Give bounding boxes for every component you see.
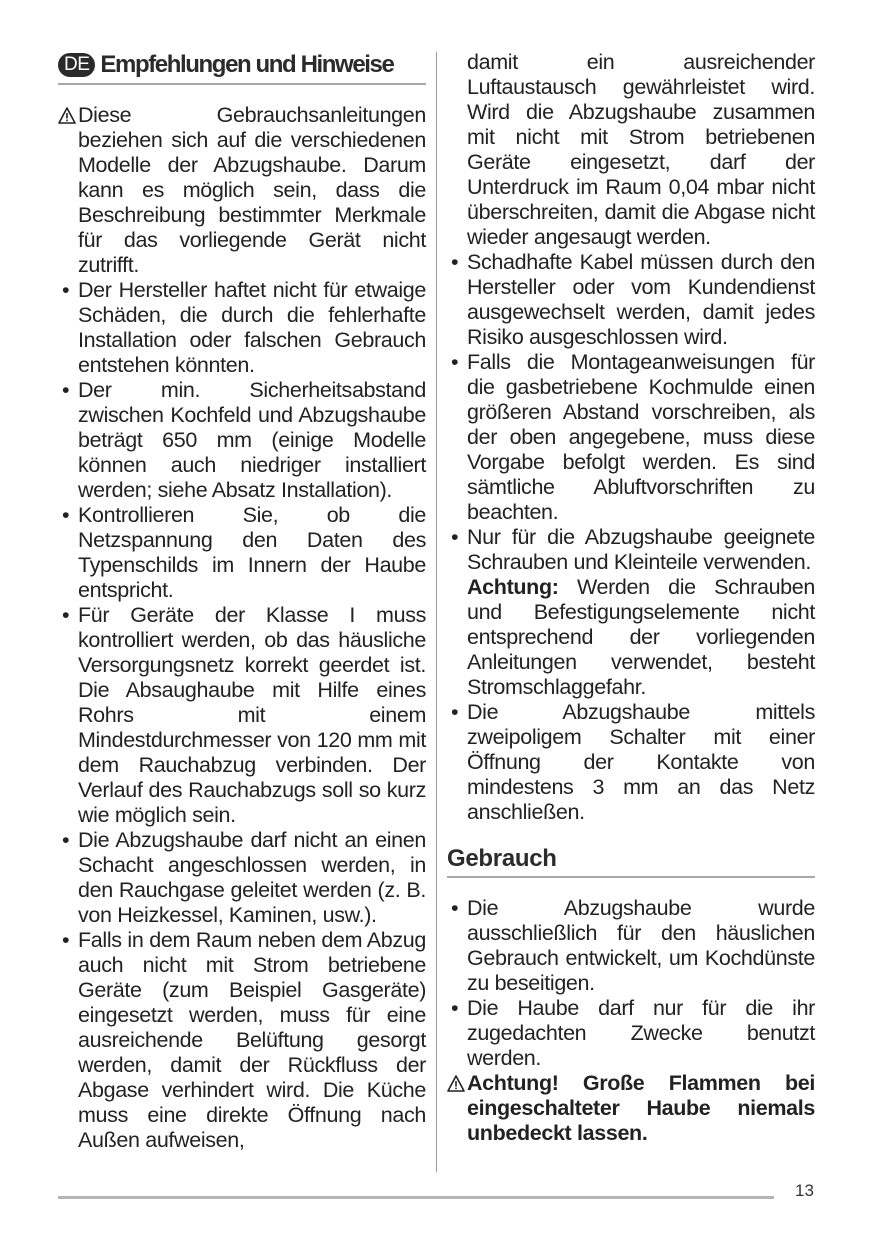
list-item [447, 525, 815, 700]
list-item-text: Die Haube darf nur für die ihr zugedachten Zwecke benutzt werden. [467, 996, 815, 1070]
bullet-icon: • [451, 525, 459, 549]
list-item-text: Nur für die Abzugshaube geeignete Schrauben und Kleinteile verwenden. [467, 525, 815, 574]
list-item [58, 278, 426, 378]
column-divider [436, 52, 437, 1172]
attention-label: Achtung: [467, 575, 559, 599]
list-item [58, 503, 426, 603]
list-item [58, 928, 426, 1153]
list-item [447, 250, 815, 350]
bullet-icon: • [62, 828, 70, 852]
intro-warning [58, 103, 426, 278]
page-number: 13 [795, 1181, 814, 1200]
left-column [58, 50, 426, 1153]
list-item [58, 378, 426, 503]
bullet-icon: • [451, 250, 459, 274]
attention-text: Werden die Schrauben und Befestigungselemente nicht entsprechend der vorliegenden Anleitungen verwendet, besteht Stromschlaggefahr. [467, 575, 815, 699]
bullet-icon: • [62, 378, 70, 402]
list-item-text-continuation: damit ein ausreichender Luftaustausch gewährleistet wird. Wird die Abzugshaube zusammen mit nicht mit Strom betriebenen Geräte eingesetzt, darf der Unterdruck im Raum 0,04 mbar nicht überschreiten, damit die Abgase nicht wieder angesaugt werden. [467, 50, 815, 249]
bullet-icon: • [451, 350, 459, 374]
list-item [58, 828, 426, 928]
bullet-icon: • [62, 928, 70, 952]
list-item-text: Der Hersteller haftet nicht für etwaige Schäden, die durch die fehlerhafte Installation oder falschen Gebrauch entstehen könnten. [78, 278, 426, 377]
list-item [447, 350, 815, 525]
usage-warning-text: Achtung! Große Flammen bei eingeschalteter Haube niemals unbedeckt lassen. [467, 1071, 815, 1145]
list-item-text: Die Abzugshaube mittels zweipoligem Schalter mit einer Öffnung der Kontakte von mindestens 3 mm an das Netz anschließen. [467, 700, 815, 824]
list-item-text: Die Abzugshaube wurde ausschließlich für den häuslichen Gebrauch entwickelt, um Kochdünste zu beseitigen. [467, 896, 815, 995]
list-item-text: Kontrollieren Sie, ob die Netzspannung den Daten des Typenschilds im Innern der Haube entspricht. [78, 503, 426, 602]
list-item [447, 996, 815, 1071]
bullet-icon: • [62, 603, 70, 627]
list-item [58, 603, 426, 828]
list-item-text: Für Geräte der Klasse I muss kontrolliert werden, ob das häusliche Versorgungsnetz korrekt geerdet ist. Die Absaughaube mit Hilfe eines Rohrs mit einem Mindestdurchmesser von 120 mm mit dem Rauchabzug verbinden. Der Verlauf des Rauchabzugs soll so kurz wie möglich sein. [78, 603, 426, 827]
list-item-continuation [447, 50, 815, 250]
section-heading-usage [447, 845, 815, 878]
bullet-icon: • [451, 996, 459, 1020]
footer-rule [58, 1196, 774, 1199]
list-item-text: Die Abzugshaube darf nicht an einen Schacht angeschlossen werden, in den Rauchgase geleitet werden (z. B. von Heizkessel, Kaminen, usw.). [78, 828, 426, 927]
list-item-text-continued: Falls in dem Raum neben dem Abzug auch nicht mit Strom betriebene Geräte (zum Beispiel Gasgeräte) eingesetzt werden, muss für eine ausreichende Belüftung gesorgt werden, damit der Rückfluss der Abgase verhindert wird. Die Küche muss eine direkte Öffnung nach Außen aufweisen, [78, 928, 426, 1152]
bullet-icon: • [451, 896, 459, 920]
list-item [447, 700, 815, 825]
warning-triangle-icon [447, 1075, 465, 1092]
list-item-text: Der min. Sicherheitsabstand zwischen Kochfeld und Abzugshaube beträgt 650 mm (einige Modelle können auch niedriger installiert werden; siehe Absatz Installation). [78, 378, 426, 502]
list-item [447, 896, 815, 996]
list-item-text: Falls die Montageanweisungen für die gasbetriebene Kochmulde einen größeren Abstand vorschreiben, als der oben angegebene, muss diese Vorgabe befolgt werden. Es sind sämtliche Abluftvorschriften zu beachten. [467, 350, 815, 524]
bullet-icon: • [451, 700, 459, 724]
usage-warning [447, 1071, 815, 1146]
recommendations-list-continued [447, 50, 815, 825]
warning-triangle-icon [58, 107, 76, 124]
section-title-usage: Gebrauch [447, 845, 815, 878]
right-column [447, 50, 815, 1146]
list-item-text: Schadhafte Kabel müssen durch den Hersteller oder vom Kundendienst ausgewechselt werden, damit jedes Risiko ausgeschlossen wird. [467, 250, 815, 349]
section-title-recommendations: Empfehlungen und Hinweise [100, 51, 394, 78]
section-heading-recommendations [58, 50, 426, 85]
intro-warning-text: Diese Gebrauchsanleitungen beziehen sich auf die verschiedenen Modelle der Abzugshaube. Darum kann es möglich sein, dass die Beschreibung bestimmter Merkmale für das vorliegende Gerät nicht zutrifft. [78, 103, 426, 277]
recommendations-list [58, 103, 426, 1153]
bullet-icon: • [62, 503, 70, 527]
attention-note [467, 575, 815, 700]
language-badge: DE [58, 53, 95, 77]
bullet-icon: • [62, 278, 70, 302]
usage-list [447, 896, 815, 1146]
